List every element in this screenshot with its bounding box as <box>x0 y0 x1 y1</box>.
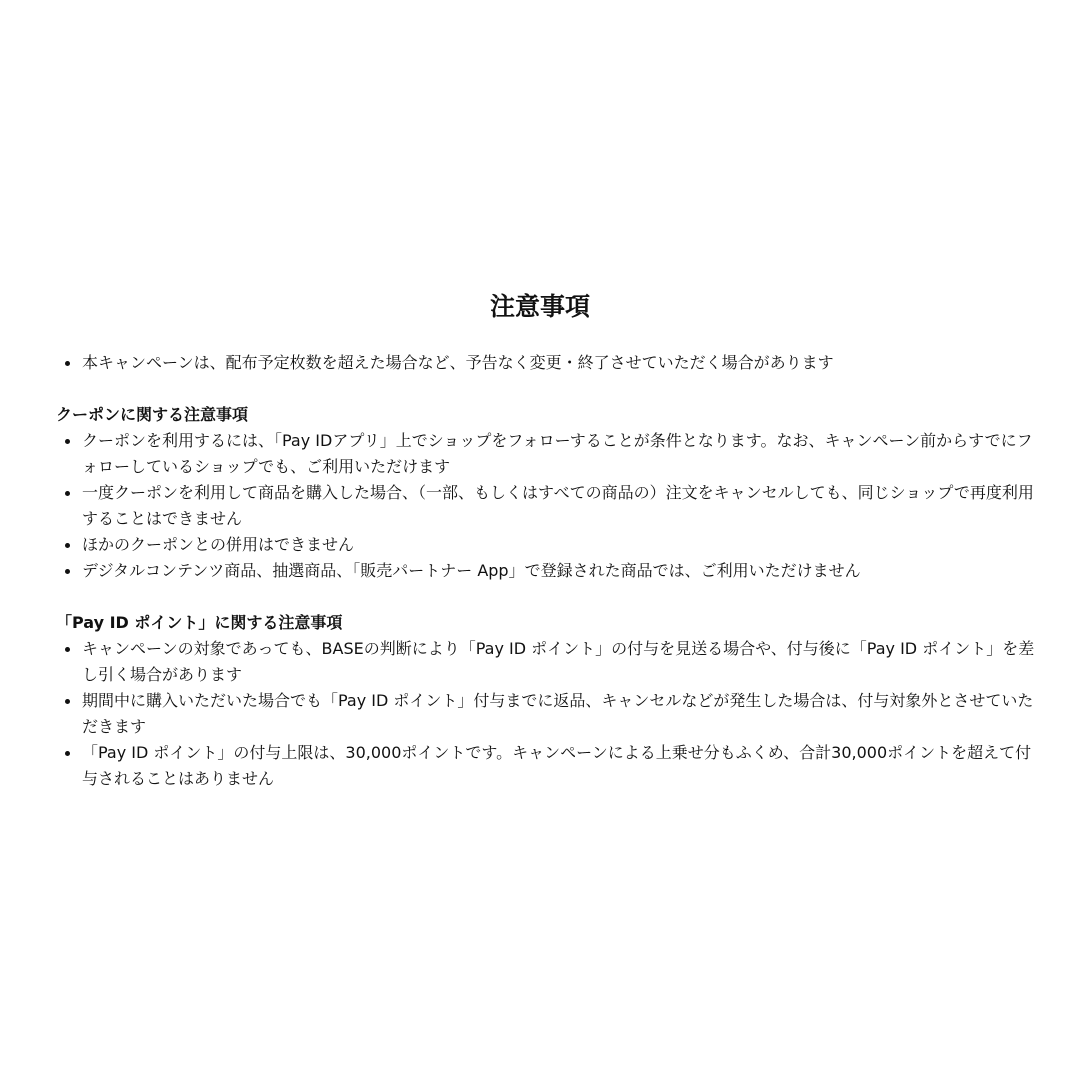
list-item-text: 本キャンペーンは、配布予定枚数を超えた場合など、予告なく変更・終了させていただく場合があります <box>82 353 834 372</box>
list-item <box>56 428 1036 480</box>
bullet-dot-icon <box>65 543 70 548</box>
list-item-text: 一度クーポンを利用して商品を購入した場合、（一部、もしくはすべての商品の）注文をキャンセルしても、同じショップで再度利用することはできません <box>82 483 1034 528</box>
coupon-notes-list <box>56 428 1036 584</box>
bullet-dot-icon <box>65 569 70 574</box>
points-notes-list <box>56 636 1036 792</box>
coupon-notes-section <box>56 402 1036 584</box>
points-section-heading: 「Pay ID ポイント」に関する注意事項 <box>56 613 343 632</box>
list-item <box>56 480 1036 532</box>
bullet-dot-icon <box>65 491 70 496</box>
list-item <box>56 688 1036 740</box>
bullet-dot-icon <box>65 699 70 704</box>
points-notes-section <box>56 610 1036 792</box>
list-item <box>56 558 1036 584</box>
bullet-dot-icon <box>65 751 70 756</box>
list-item-text: 「Pay ID ポイント」の付与上限は、30,000ポイントです。キャンペーンによる上乗せ分もふくめ、合計30,000ポイントを超えて付与されることはありません <box>82 743 1032 788</box>
list-item-text: デジタルコンテンツ商品、抽選商品、「販売パートナー App」で登録された商品では、ご利用いただけません <box>82 561 861 580</box>
list-item-text: クーポンを利用するには、「Pay IDアプリ」上でショップをフォローすることが条件となります。なお、キャンペーン前からすでにフォローしているショップでも、ご利用いただけます <box>82 431 1033 476</box>
list-item <box>56 350 1036 376</box>
coupon-section-heading: クーポンに関する注意事項 <box>56 405 249 424</box>
intro-list <box>56 350 1036 376</box>
list-item <box>56 636 1036 688</box>
list-item-text: ほかのクーポンとの併用はできません <box>82 535 355 554</box>
list-item <box>56 740 1036 792</box>
list-item-text: キャンペーンの対象であっても、BASEの判断により「Pay ID ポイント」の付与を見送る場合や、付与後に「Pay ID ポイント」を差し引く場合があります <box>82 639 1035 684</box>
bullet-dot-icon <box>65 647 70 652</box>
list-item-text: 期間中に購入いただいた場合でも「Pay ID ポイント」付与までに返品、キャンセルなどが発生した場合は、付与対象外とさせていただきます <box>82 691 1034 736</box>
bullet-dot-icon <box>65 361 70 366</box>
bullet-dot-icon <box>65 439 70 444</box>
list-item <box>56 532 1036 558</box>
page-title: 注意事項 <box>489 292 590 321</box>
notice-content <box>56 350 1036 792</box>
